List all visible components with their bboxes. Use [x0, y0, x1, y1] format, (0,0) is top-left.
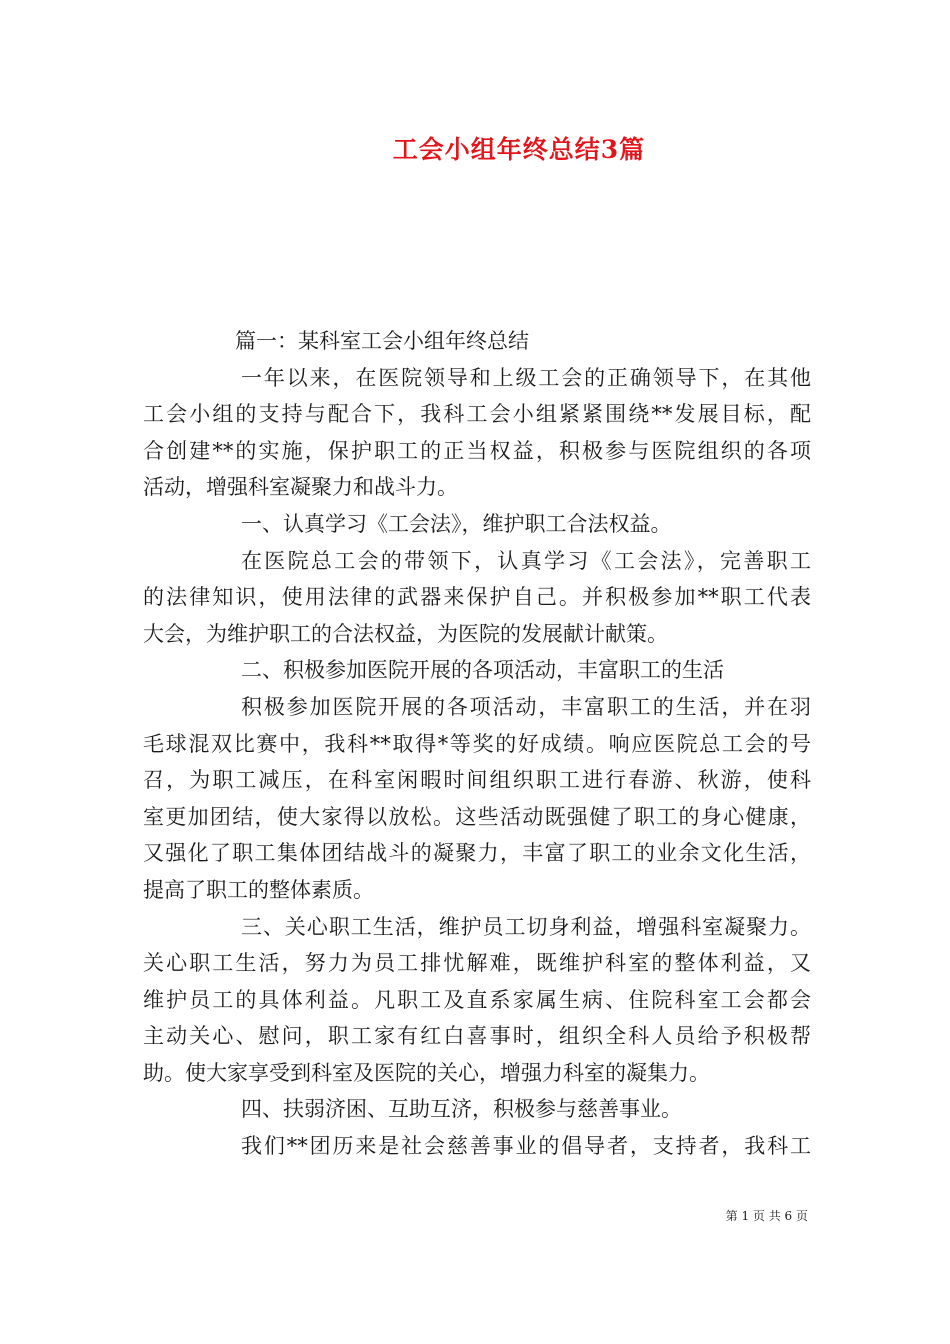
body-text-line: 我们**团历来是社会慈善事业的倡导者，支持者，我科工: [241, 1134, 811, 1159]
body-text-line: 一年以来，在医院领导和上级工会的正确领导下，在其他: [241, 365, 811, 390]
body-text-line: 三、关心职工生活，维护员工切身利益，增强科室凝聚力。: [241, 914, 811, 939]
body-text-line: 积极参加医院开展的各项活动，丰富职工的生活，并在羽: [241, 694, 811, 719]
body-text-line: 的法律知识，使用法律的武器来保护自己。并积极参加**职工代表: [143, 585, 811, 610]
body-text-line: 篇一：某科室工会小组年终总结: [235, 329, 529, 353]
body-text-line: 关心职工生活，努力为员工排忧解难，既维护科室的整体利益，又: [143, 951, 811, 976]
body-text-line: 一、认真学习《工会法》，维护职工合法权益。: [241, 511, 672, 536]
page-title: 工会小组年终总结3篇: [392, 135, 646, 164]
body-text-line: 合创建**的实施，保护职工的正当权益，积极参与医院组织的各项: [143, 438, 811, 463]
body-text-line: 维护员工的具体利益。凡职工及直系家属生病、住院科室工会都会: [143, 987, 811, 1012]
body-text-line: 在医院总工会的带领下，认真学习《工会法》，完善职工: [241, 548, 811, 573]
body-text-line: 提高了职工的整体素质。: [143, 877, 374, 902]
body-text-line: 室更加团结，使大家得以放松。这些活动既强健了职工的身心健康，: [143, 804, 811, 829]
body-text-line: 工会小组的支持与配合下，我科工会小组紧紧围绕**发展目标，配: [143, 402, 811, 427]
body-text-line: 助。使大家享受到科室及医院的关心，增强力科室的凝集力。: [143, 1060, 710, 1085]
body-text-line: 召，为职工减压，在科室闲暇时间组织职工进行春游、秋游，使科: [143, 768, 811, 793]
body-text-line: 活动，增强科室凝聚力和战斗力。: [143, 475, 458, 500]
body-text-line: 大会，为维护职工的合法权益，为医院的发展献计献策。: [143, 621, 668, 646]
page-number-footer: 第 1 页 共 6 页: [725, 1209, 808, 1223]
body-text-line: 四、扶弱济困、互助互济，积极参与慈善事业。: [241, 1097, 682, 1122]
body-text-line: 又强化了职工集体团结战斗的凝聚力，丰富了职工的业余文化生活，: [143, 841, 811, 866]
body-text-line: 二、积极参加医院开展的各项活动，丰富职工的生活: [241, 658, 724, 683]
document-body: [143, 323, 811, 1165]
body-text-line: 毛球混双比赛中，我科**取得*等奖的好成绩。响应医院总工会的号: [143, 731, 811, 756]
body-text-line: 主动关心、慰问，职工家有红白喜事时，组织全科人员给予积极帮: [143, 1024, 811, 1049]
